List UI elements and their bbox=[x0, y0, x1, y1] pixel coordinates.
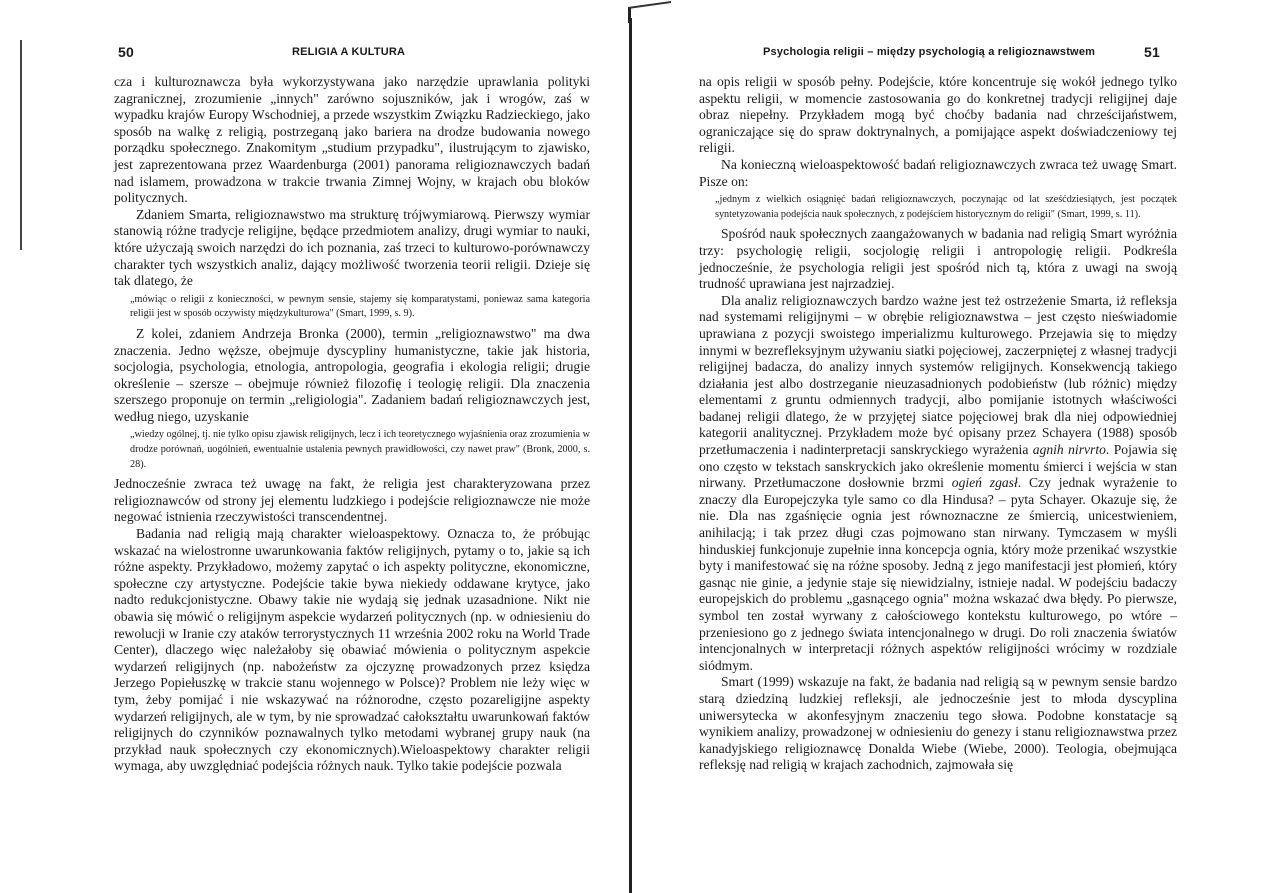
paragraph: Z kolei, zdaniem Andrzeja Bronka (2000), termin „religioznawstwo" ma dwa znaczenia. Jedno węższe, obejmuje dyscypliny humanistyczne, takie jak historia, socjologia, psychologia, etnologia, antropologia, geografia i ekologia religii; drugie określenie – szersze – obejmuje również filozofię i teologię religii. Dla znaczenia szerszego proponuje on termin „religiologia". Zadaniem badań religioznawczych jest, według niego, uzyskanie bbox=[114, 325, 590, 424]
paragraph: Jednocześnie zwraca też uwagę na fakt, że religia jest charakteryzowana przez religioznawców od strony jej elementu ludzkiego i podejście religioznawcze nie może negować istnienia rzeczywistości transcendentnej. bbox=[114, 476, 590, 525]
paragraph: Zdaniem Smarta, religioznawstwo ma strukturę trójwymiarową. Pierwszy wymiar stanowią różne tradycje religijne, będące przedmiotem analizy, drugi wymiar to nauki, które użyczają swoich narzędzi do ich poznania, zaś trzeci to kulturowo-porównawczy charakter tych wszystkich analiz, dający możliwość tworzenia teorii religii. Dzieje się tak dlatego, że bbox=[114, 206, 590, 289]
paragraph-text: . Czy jednak wyrażenie to znaczy dla Europejczyka tyle samo co dla Hindusa? – pyta Schayer. Okazuje się, że nie. Dla nas zgaśnięcie ognia jest równoznaczne ze śmiercią, unicestwieniem, anihilacją; i tak przez długi czas pojmowano stan nirwany. Tymczasem w myśli hinduskiej funkcjonuje zupełnie inna koncepcja ognia, który może przenikać wszystkie byty i manifestować się na różne sposoby. Jedną z jego manifestacji jest płomień, który gasnąc nie ginie, a jedynie staje się niewidzialny, istnieje nadal. W podejściu badaczy europejskich do problemu „gasnącego ognia" można wskazać dwa błędy. Po pierwsze, symbol ten został wyrwany z całościowego kontekstu kulturowego, po wtóre – przeniesiono go z jednego świata intencjonalnego w drugi. Do roli znaczenia światów intencjonalnych w interpretacji różnych aspektów religijności wrócimy w rozdziale siódmym. bbox=[699, 475, 1177, 673]
block-quote: „mówiąc o religii z konieczności, w pewnym sensie, stajemy się komparatystami, poniewaz sama kategoria religii jest w sposób oczywisty międzykulturowa" (Smart, 1999, s. 9). bbox=[130, 293, 590, 320]
paragraph-text: Dla analiz religioznawczych bardzo ważne jest też ostrzeżenie Smarta, iż refleksja nad systemami religijnymi – w obrębie religioznawstwa – jest często nieświadomie uprawiana z pozycji swoistego imperializmu kulturowego. Przejawia się to między innymi w bezrefleksyjnym używaniu siatki pojęciowej, zaczerpniętej z własnej tradycji religijnej badacza, do analizy innych systemów religijnych. Konsekwencją takiego działania jest albo dostrzeganie nieuzasadnionych podobieństw (lub różnic) między elementami z gruntu odmiennych tradycji, albo pomijanie istotnych właściwości badanej religii dlatego, że w przyjętej siatce pojęciowej brak dla niej odpowiedniej kategorii analitycznej. Przykładem może być opisany przez Schayera (1988) sposób przetłumaczenia i nadinterpretacji sanskryckiego wyrażenia bbox=[699, 292, 1177, 458]
page-number: 50 bbox=[118, 44, 134, 60]
paragraph: na opis religii w sposób pełny. Podejście, które koncentruje się wokół jednego tylko aspektu religii, w momencie zastosowania go do konkretnej tradycji religijnej daje obraz niepełny. Przykładem mogą być choćby badania nad chrześcijaństwem, ograniczające się do spraw doktrynalnych, a pomijające aspekt doświadczeniowy tej religii. bbox=[699, 74, 1177, 156]
page-body bbox=[699, 74, 1177, 774]
block-quote: „jednym z wielkich osiągnięć badań religioznawczych, poczynając od lat sześćdziesiątych, jest początek syntetyzowania podejścia nauk społecznych, z podejściem historycznym do religii" (Smart, 1999, s. 11). bbox=[715, 194, 1177, 220]
running-head: RELIGIA A KULTURA bbox=[292, 46, 406, 58]
page-body bbox=[114, 74, 590, 775]
paragraph: cza i kulturoznawcza była wykorzystywana jako narzędzie uprawlania polityki zagranicznej, zrozumienie „innych" zarówno sojuszników, jak i wrogów, zaś w wypadku krajów Europy Wschodniej, a przede wszystkim Związku Radzieckiego, jako sposób na walkę z religią, postrzeganą jako bariera na drodze budowania nowego porządku społecznego. Znakomitym „studium przypadku", ilustrującym to zjawisko, jest zaprezentowana przez Waardenburga (2001) panorama religioznawczych badań nad islamem, prowadzona w trakcie trwania Zimnej Wojny, w krajach obu bloków politycznych. bbox=[114, 74, 590, 206]
right-page bbox=[636, 0, 1263, 893]
paragraph-text: . Pojawia się ono często w tekstach sanskryckich jako określenie momentu śmierci i wejścia w stan nirwany. Przetłumaczone dosłownie brzmi bbox=[699, 442, 1178, 491]
paragraph: Spośród nauk społecznych zaangażowanych w badania nad religią Smart wyróżnia trzy: psychologię religii, socjologię religii i antropologię religii. Podkreśla jednocześnie, że psychologia religii jest spośród nich tą, która z uwagi na swoją trudność uprawiana jest najrzadziej. bbox=[699, 226, 1177, 292]
paragraph: Na konieczną wieloaspektowość badań religioznawczych zwraca też uwagę Smart. Pisze on: bbox=[699, 156, 1177, 189]
paragraph: Smart (1999) wskazuje na fakt, że badania nad religią są w pewnym sensie bardzo starą dziedziną ludzkiej refleksji, ale jednocześnie jest to młoda dyscyplina uniwersytecka w akonfesyjnym znaczeniu tego słowa. Podobne konstatacje są wynikiem analizy, prowadzonej w odniesieniu do genezy i stanu religioznawstwa przez kanadyjskiego religioznawcę Donalda Wiebe (Wiebe, 2000). Teologia, obejmująca refleksję nad religią w krajach zachodnich, zajmowała się bbox=[699, 674, 1177, 773]
block-quote: „wiedzy ogólnej, tj. nie tylko opisu zjawisk religijnych, lecz i ich teoretycznego wyjaśnienia oraz zrozumienia w drodze porównań, uogólnień, ewentualnie ustalenia pewnych prawidłowości, czy nawet praw" (Bronk, 2000, s. 28). bbox=[130, 429, 590, 470]
paragraph: Badania nad religią mają charakter wieloaspektowy. Oznacza to, że próbując wskazać na wielostronne uwarunkowania faktów religijnych, pytamy o to, jakie są ich różne aspekty. Przykładowo, możemy zapytać o ich aspekty polityczne, ekonomiczne, społeczne czy artystyczne. Podejście takie bywa niekiedy oddawane krytyce, jako nadto redukcjonistyczne. Obawy takie nie wydają się jednak uzasadnione. Nikt nie obawia się mówić o religijnym aspekcie wydarzeń politycznych (np. w odniesieniu do rewolucji w Iranie czy ataków terrorystycznych 11 września 2002 roku na World Trade Center), dlaczego więc należałoby się obawiać mówienia o politycznym aspekcie wydarzeń religijnych (np. nabożeństw za ojczyznę prowadzonych przez księdza Jerzego Popiełuszkę w trakcie stanu wojennego w Polsce)? Problem nie leży więc w tym, żeby pomijać i nie wskazywać na różnorodne, często pozareligijne aspekty wydarzeń religijnych, ale w tym, by nie sprowadzać całokształtu uwarunkowań faktów religijnych do czynników poznawalnych tylko metodami wybranej grupy nauk (na przykład nauk społecznych czy ekonomicznych).Wieloaspektowy charakter religii wymaga, aby uwzględniać podejścia różnych nauk. Tylko takie podejście pozwala bbox=[114, 526, 590, 774]
sanskrit-term: agnih nirvrto bbox=[1032, 442, 1106, 458]
left-page bbox=[0, 0, 628, 893]
page-number: 51 bbox=[1144, 44, 1160, 60]
translated-term: ogień zgasł bbox=[951, 475, 1018, 491]
running-head: Psychologia religii – między psychologią a religioznawstwem bbox=[763, 46, 1096, 58]
paragraph bbox=[699, 293, 1177, 675]
book-spine bbox=[629, 18, 632, 893]
